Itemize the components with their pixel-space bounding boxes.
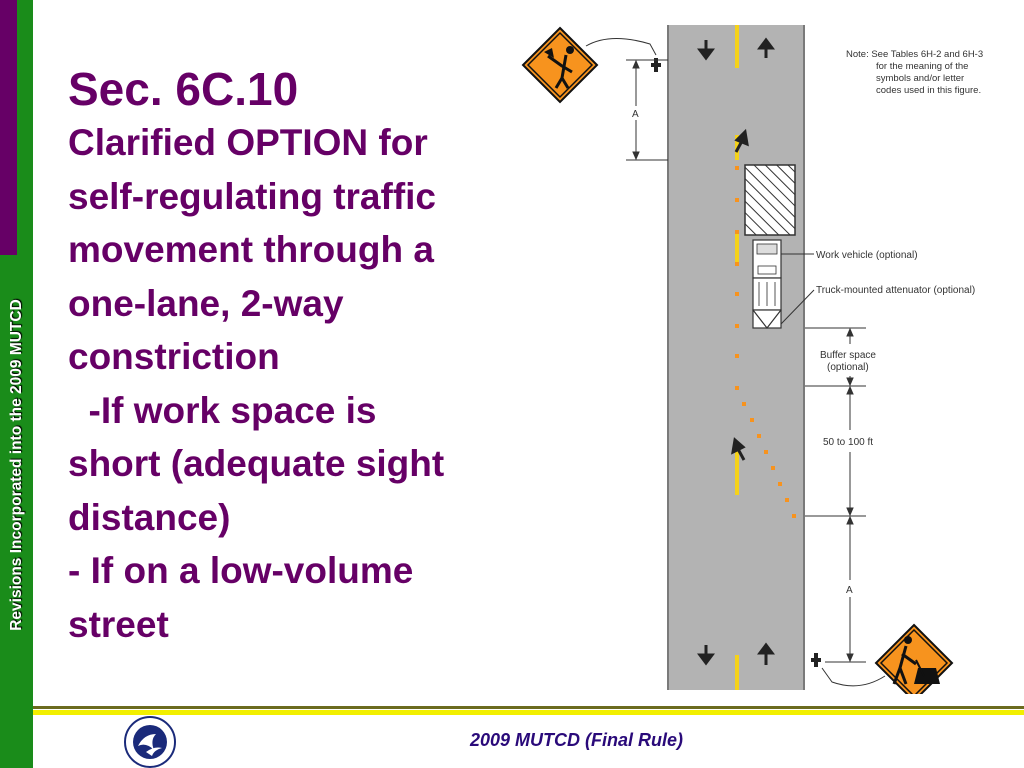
work-space-icon [745, 165, 795, 235]
us-dot-seal-icon [124, 716, 176, 768]
dimension-label: A [632, 109, 639, 120]
body-line: Clarified OPTION for [68, 122, 428, 163]
worker-sign-icon [876, 625, 952, 694]
footer-rule [33, 706, 1024, 709]
traffic-control-diagram [520, 18, 1020, 694]
svg-text:symbols and/or letter: symbols and/or letter [876, 73, 965, 84]
taper-length-label: 50 to 100 ft [823, 437, 874, 448]
dimension-right [805, 328, 866, 662]
attenuator-icon [753, 278, 781, 328]
svg-text:Note: See Tables 6H-2 and 6H-3: Note: See Tables 6H-2 and 6H-3 [846, 49, 984, 60]
body-line: - If on a low-volume [68, 550, 414, 591]
buffer-label: Buffer space [820, 350, 876, 361]
svg-text:codes used in this figure.: codes used in this figure. [876, 85, 982, 96]
body-line: short (adequate sight [68, 443, 445, 484]
sidebar-label-text: Revisions Incorporated into the 2009 MUTCD [7, 299, 25, 631]
diagram-note [846, 49, 983, 96]
body-line: distance) [68, 496, 231, 538]
work-vehicle-icon [753, 240, 781, 278]
footer-title: 2009 MUTCD (Final Rule) [470, 730, 684, 750]
sidebar-label [0, 260, 33, 670]
sidebar-accent [0, 0, 17, 255]
flagger-sign-icon [523, 28, 597, 102]
body-line: self-regulating traffic [68, 175, 436, 217]
body-line: movement through a [68, 229, 434, 270]
body-line: street [68, 603, 169, 645]
buffer-label: (optional) [827, 362, 869, 373]
body-line: -If work space is [68, 389, 377, 431]
slide-content [68, 62, 538, 651]
slide-title: Sec. 6C.10 [68, 63, 299, 115]
dimension-label: A [846, 585, 853, 596]
svg-text:for the meaning of the: for the meaning of the [876, 61, 969, 72]
attenuator-label: Truck-mounted attenuator (optional) [816, 285, 976, 296]
body-line: constriction [68, 336, 280, 377]
body-line: one-lane, 2-way [68, 282, 344, 324]
footer-rule [33, 710, 1024, 715]
work-vehicle-label: Work vehicle (optional) [816, 250, 918, 261]
sign-post-icon [811, 653, 821, 667]
